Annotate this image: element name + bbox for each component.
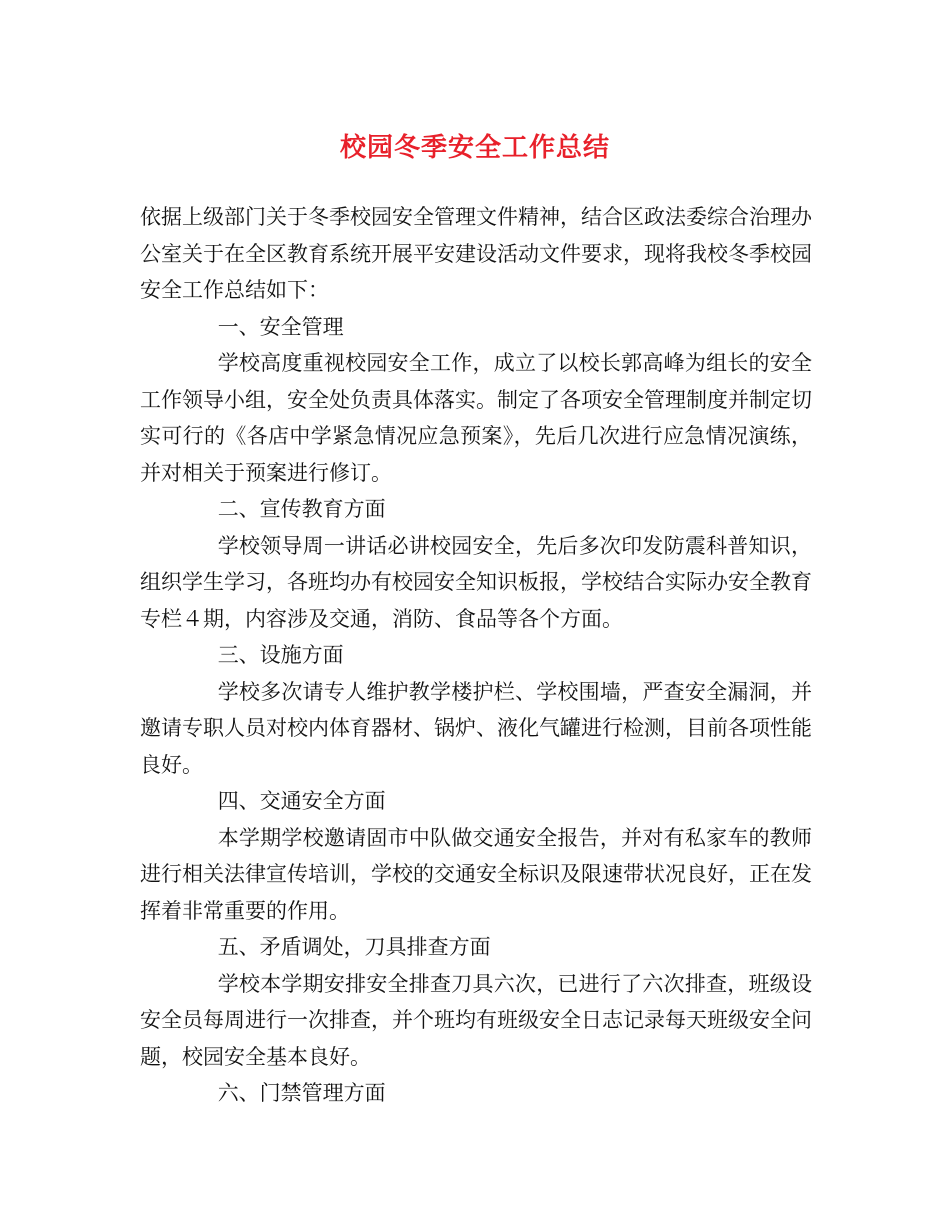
section-paragraph-2: 学校领导周一讲话必讲校园安全，先后多次印发防震科普知识，组织学生学习，各班均办有校园安全知识板报，学校结合实际办安全教育专栏４期，内容涉及交通，消防、食品等各个方面。: [140, 533, 812, 631]
document-body: [140, 199, 812, 1112]
section-heading-5: 五、矛盾调处，刀具排查方面: [217, 935, 491, 959]
section-paragraph-5: 学校本学期安排安全排查刀具六次，已进行了六次排查，班级设安全员每周进行一次排查，并个班均有班级安全日志记录每天班级安全问题，校园安全基本良好。: [140, 971, 812, 1069]
document-title: 校园冬季安全工作总结: [339, 133, 610, 163]
section-heading-4: 四、交通安全方面: [217, 789, 386, 813]
section-heading-6: 六、门禁管理方面: [217, 1081, 386, 1105]
section-paragraph-4: 本学期学校邀请固市中队做交通安全报告，并对有私家车的教师进行相关法律宣传培训，学校的交通安全标识及限速带状况良好，正在发挥着非常重要的作用。: [140, 825, 812, 923]
section-heading-1: 一、安全管理: [217, 314, 344, 339]
section-paragraph-3: 学校多次请专人维护教学楼护栏、学校围墙，严查安全漏洞，并邀请专职人员对校内体育器材、锅炉、液化气罐进行检测，目前各项性能良好。: [140, 679, 812, 777]
section-paragraph-1: 学校高度重视校园安全工作，成立了以校长郭高峰为组长的安全工作领导小组，安全处负责具体落实。制定了各项安全管理制度并制定切实可行的《各店中学紧急情况应急预案》，先后几次进行应急情况演练，并对相关于预案进行修订。: [140, 351, 812, 485]
intro-paragraph: 依据上级部门关于冬季校园安全管理文件精神，结合区政法委综合治理办公室关于在全区教育系统开展平安建设活动文件要求，现将我校冬季校园安全工作总结如下：: [140, 205, 812, 302]
section-heading-2: 二、宣传教育方面: [217, 497, 386, 521]
section-heading-3: 三、设施方面: [217, 643, 344, 667]
